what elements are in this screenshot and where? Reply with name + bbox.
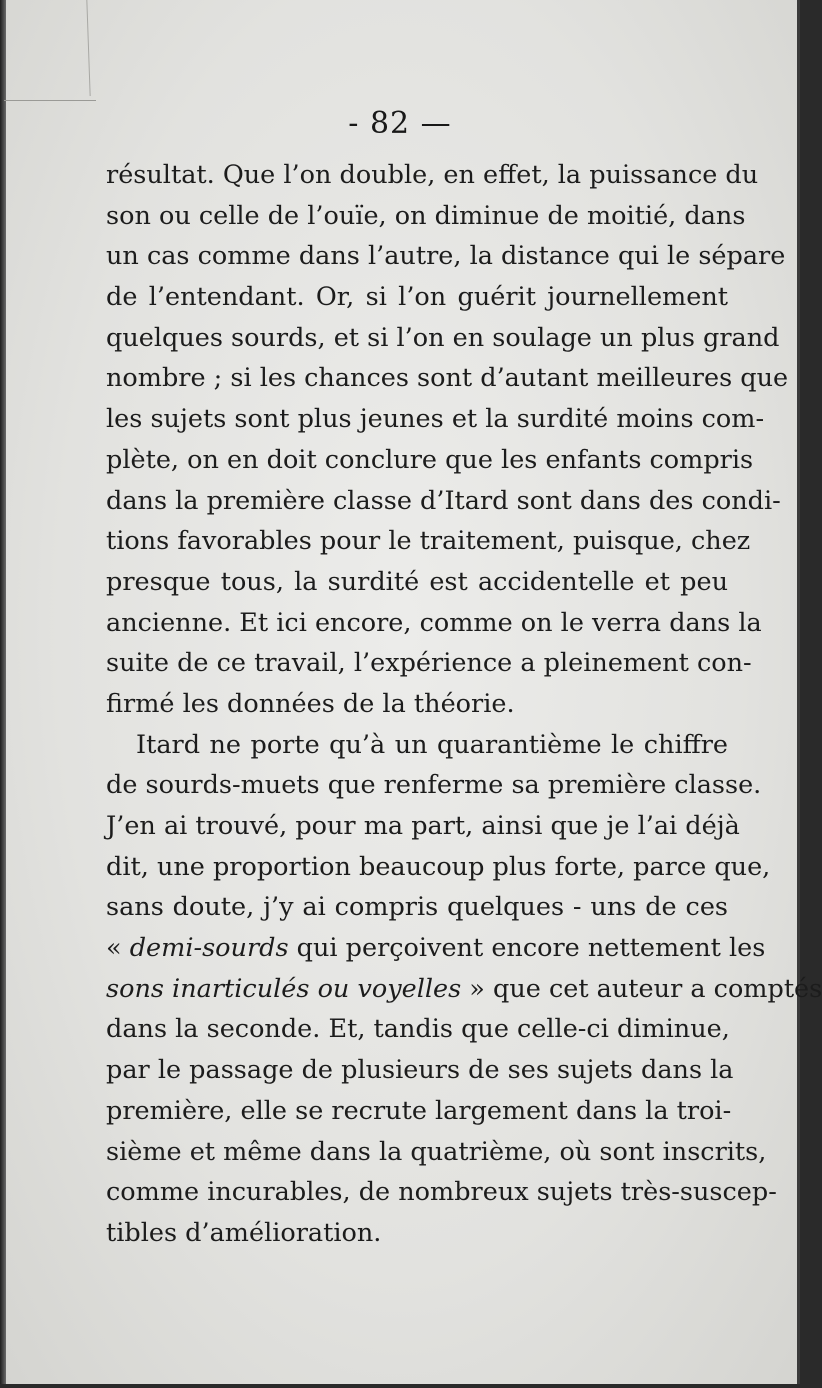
text-line: quelques sourds, et si l’on en soulage un plus grand [106,322,780,353]
text-line: nombre ; si les chances sont d’autant meilleures que [106,363,789,394]
text-line: tions favorables pour le traitement, puisque, chez [106,526,751,557]
text-line: les sujets sont plus jeunes et la surdité moins com- [106,404,765,435]
text-line: « demi-sourds qui perçoivent encore nettement les [106,933,766,964]
text-line: résultat. Que l’on double, en effet, la puissance du [106,160,759,190]
text-line: un cas comme dans l’autre, la distance qui le sépare [106,241,786,272]
italic-phrase: sons inarticulés ou voyelles [106,973,462,1004]
text-line: de sourds-muets que renferme sa première classe. [106,770,762,801]
paragraph-end-line: tibles d’amélioration. [106,1217,382,1248]
italic-phrase: demi-sourds [129,933,289,964]
text-line: ancienne. Et ici encore, comme on le verra dans la [106,607,762,638]
text-line: son ou celle de l’ouïe, on diminue de moitié, dans [106,200,746,231]
corner-fold [4,0,96,101]
page-edge-bottom [0,1384,800,1388]
paragraph-end-line: firmé les données de la théorie. [106,688,515,719]
page-number: - 82 — [348,106,452,141]
body-text [106,155,822,1254]
text-line: plète, on en doit conclure que les enfants compris [106,444,754,475]
text-line: sans doute, j’y ai compris quelques - uns de ces [106,892,728,923]
text-line: de l’entendant. Or, si l’on guérit journellement [106,282,728,313]
text-line: sième et même dans la quatrième, où sont inscrits, [106,1136,767,1167]
text-line: dit, une proportion beaucoup plus forte, parce que, [106,851,771,882]
text-line: dans la seconde. Et, tandis que celle-ci diminue, [106,1014,730,1045]
text-line: J’en ai trouvé, pour ma part, ainsi que je l’ai déjà [106,811,740,841]
text-line: première, elle se recrute largement dans la troi- [106,1095,732,1126]
text-line: dans la première classe d’Itard sont dans des condi- [106,485,781,516]
page-edge-right [797,0,800,1388]
text-line: presque tous, la surdité est accidentelle et peu [106,566,728,597]
paragraph-start-line: Itard ne porte qu’à un quarantième le chiffre [136,729,728,760]
page-edge-left [0,0,6,1388]
text-line: comme incurables, de nombreux sujets très-suscep- [106,1177,777,1208]
text-line: suite de ce travail, l’expérience a pleinement con- [106,648,752,679]
text-line: sons inarticulés ou voyelles » que cet auteur a comptés [106,973,822,1004]
text-line: par le passage de plusieurs de ses sujets dans la [106,1055,734,1086]
